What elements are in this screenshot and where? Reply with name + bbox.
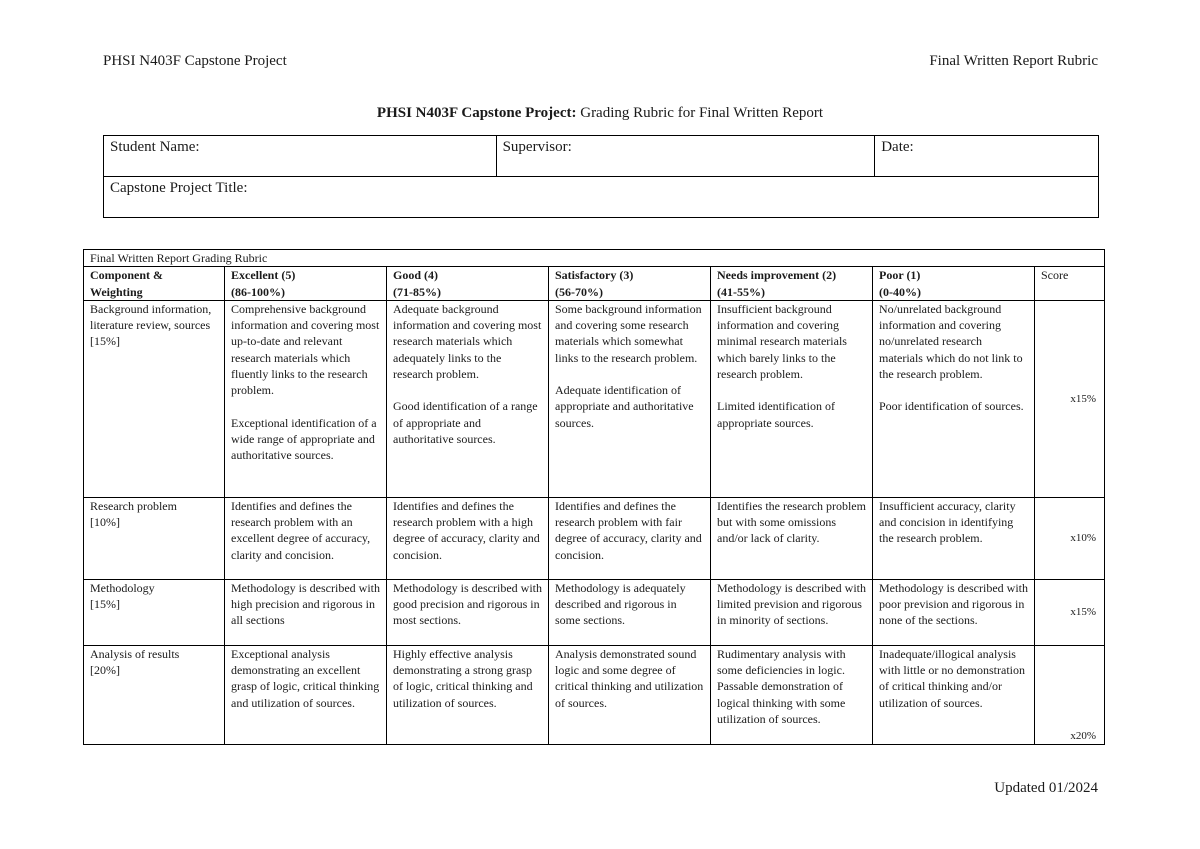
header-satisfactory: Satisfactory (3) (56-70%) bbox=[549, 267, 711, 301]
satisfactory-cell: Some background information and covering some research materials which somewhat links to the research problem. Adequate identification of appropriate and authoritative sources. bbox=[549, 300, 711, 497]
component-cell: Research problem [10%] bbox=[84, 497, 225, 579]
score-cell[interactable]: x10% bbox=[1035, 497, 1105, 579]
rubric-row-background bbox=[84, 300, 1105, 497]
supervisor-field[interactable]: Supervisor: bbox=[496, 136, 875, 177]
project-title-field[interactable]: Capstone Project Title: bbox=[104, 177, 1099, 218]
student-name-field[interactable]: Student Name: bbox=[104, 136, 497, 177]
grading-rubric-table bbox=[83, 249, 1105, 745]
rubric-row-research-problem bbox=[84, 497, 1105, 579]
component-cell: Background information, literature review, sources [15%] bbox=[84, 300, 225, 497]
updated-date: Updated 01/2024 bbox=[994, 780, 1098, 796]
needs-improvement-cell: Identifies the research problem but with some omissions and/or lack of clarity. bbox=[711, 497, 873, 579]
good-cell: Methodology is described with good precision and rigorous in most sections. bbox=[387, 579, 549, 645]
rubric-row-methodology bbox=[84, 579, 1105, 645]
needs-improvement-cell: Rudimentary analysis with some deficiencies in logic. Passable demonstration of logical thinking with some utilization of sources. bbox=[711, 645, 873, 744]
page-title-rest: Grading Rubric for Final Written Report bbox=[576, 105, 824, 121]
poor-cell: Methodology is described with poor prevision and rigorous in none of the sections. bbox=[873, 579, 1035, 645]
good-cell: Adequate background information and covering most research materials which adequately links to the research problem. Good identification of a range of appropriate and authoritative sources. bbox=[387, 300, 549, 497]
poor-cell: Insufficient accuracy, clarity and concision in identifying the research problem. bbox=[873, 497, 1035, 579]
header-needs-improvement: Needs improvement (2) (41-55%) bbox=[711, 267, 873, 301]
satisfactory-cell: Analysis demonstrated sound logic and some degree of critical thinking and utilization of sources. bbox=[549, 645, 711, 744]
satisfactory-cell: Methodology is adequately described and rigorous in some sections. bbox=[549, 579, 711, 645]
excellent-cell: Exceptional analysis demonstrating an excellent grasp of logic, critical thinking and utilization of sources. bbox=[225, 645, 387, 744]
header-document-title: Final Written Report Rubric bbox=[929, 53, 1098, 69]
needs-improvement-cell: Insufficient background information and covering minimal research materials which barely links to the research problem. Limited identification of appropriate sources. bbox=[711, 300, 873, 497]
date-field[interactable]: Date: bbox=[875, 136, 1099, 177]
good-cell: Highly effective analysis demonstrating a strong grasp of logic, critical thinking and utilization of sources. bbox=[387, 645, 549, 744]
component-cell: Analysis of results [20%] bbox=[84, 645, 225, 744]
rubric-row-analysis bbox=[84, 645, 1105, 744]
header-good: Good (4) (71-85%) bbox=[387, 267, 549, 301]
poor-cell: Inadequate/illogical analysis with little or no demonstration of critical thinking and/or utilization of sources. bbox=[873, 645, 1035, 744]
needs-improvement-cell: Methodology is described with limited prevision and rigorous in minority of sections. bbox=[711, 579, 873, 645]
good-cell: Identifies and defines the research problem with a high degree of accuracy, clarity and concision. bbox=[387, 497, 549, 579]
student-info-table bbox=[103, 135, 1099, 218]
header-score: Score bbox=[1035, 267, 1105, 301]
score-cell[interactable]: x20% bbox=[1035, 645, 1105, 744]
excellent-cell: Methodology is described with high precision and rigorous in all sections bbox=[225, 579, 387, 645]
excellent-cell: Identifies and defines the research problem with an excellent degree of accuracy, clarity and concision. bbox=[225, 497, 387, 579]
page-title-bold: PHSI N403F Capstone Project: bbox=[376, 105, 577, 121]
score-cell[interactable]: x15% bbox=[1035, 300, 1105, 497]
page-title bbox=[0, 105, 1200, 122]
poor-cell: No/unrelated background information and covering no/unrelated research materials which do not link to the research problem. Poor identification of sources. bbox=[873, 300, 1035, 497]
excellent-cell: Comprehensive background information and covering most up-to-date and relevant research materials which fluently links to the research problem. Exceptional identification of a wide range of appropriate and authoritative sources. bbox=[225, 300, 387, 497]
rubric-caption: Final Written Report Grading Rubric bbox=[84, 250, 1105, 267]
header-course-title: PHSI N403F Capstone Project bbox=[103, 53, 287, 69]
score-cell[interactable]: x15% bbox=[1035, 579, 1105, 645]
satisfactory-cell: Identifies and defines the research problem with fair degree of accuracy, clarity and concision. bbox=[549, 497, 711, 579]
rubric-header-row bbox=[84, 267, 1105, 301]
header-component: Component & Weighting bbox=[84, 267, 225, 301]
header-poor: Poor (1) (0-40%) bbox=[873, 267, 1035, 301]
component-cell: Methodology [15%] bbox=[84, 579, 225, 645]
header-excellent: Excellent (5) (86-100%) bbox=[225, 267, 387, 301]
